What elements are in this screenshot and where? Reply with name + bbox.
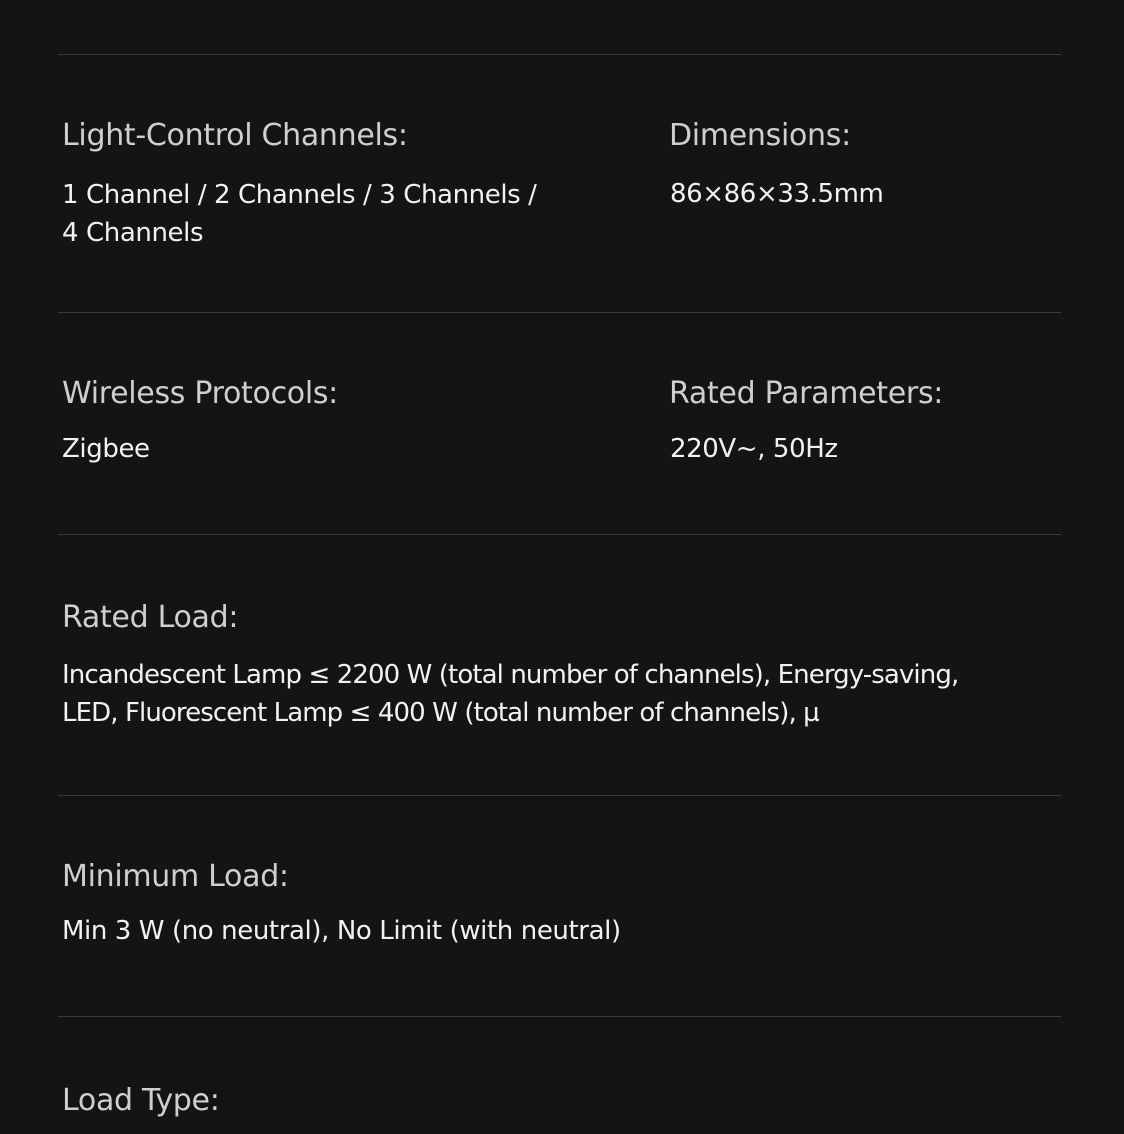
spec-label: Rated Parameters: [669, 376, 944, 411]
spec-label: Minimum Load: [62, 859, 289, 894]
spec-value-line-2: LED, Fluorescent Lamp ≤ 400 W (total number of channels), µ [62, 698, 819, 728]
spec-value-line-2: 4 Channels [62, 218, 204, 248]
divider-4 [58, 1016, 1061, 1017]
divider-1 [58, 312, 1061, 313]
divider-3 [58, 795, 1061, 796]
spec-value: 86×86×33.5mm [670, 179, 884, 209]
spec-value: Min 3 W (no neutral), No Limit (with neutral) [62, 916, 621, 946]
spec-label: Light-Control Channels: [62, 118, 408, 153]
spec-label: Dimensions: [669, 118, 851, 153]
spec-label: Wireless Protocols: [62, 376, 338, 411]
divider-top [58, 54, 1061, 55]
spec-value-line-1: 1 Channel / 2 Channels / 3 Channels / [62, 180, 537, 210]
spec-value: Zigbee [62, 434, 150, 464]
spec-value-line-1: Incandescent Lamp ≤ 2200 W (total number of channels), Energy-saving, [62, 660, 959, 690]
spec-label: Load Type: [62, 1083, 220, 1118]
spec-value: 220V~, 50Hz [670, 434, 838, 464]
spec-label: Rated Load: [62, 600, 239, 635]
divider-2 [58, 534, 1061, 535]
